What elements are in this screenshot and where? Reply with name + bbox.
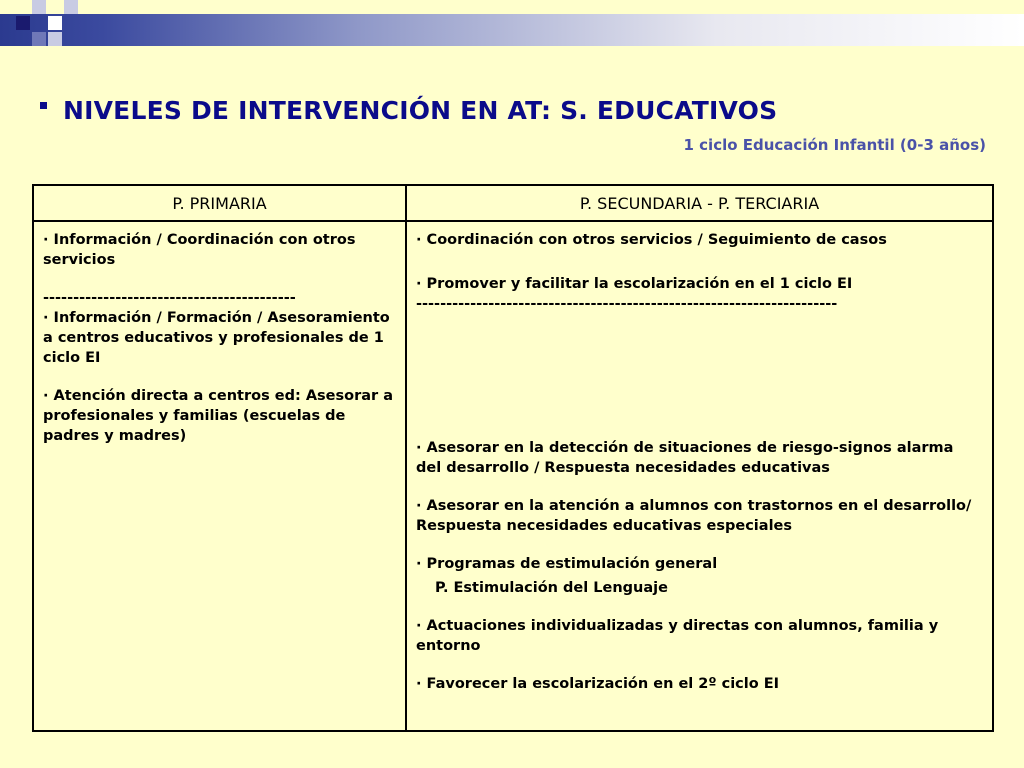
cell-primaria — [33, 221, 406, 731]
list-item: · Coordinación con otros servicios / Seguimiento de casos — [416, 232, 887, 248]
decorative-square — [32, 32, 46, 46]
list-item: · Información / Formación / Asesoramiento a centros educativos y profesionales de 1 ciclo EI — [43, 310, 390, 366]
table-row — [33, 221, 993, 731]
decorative-square — [32, 0, 46, 14]
cell-secundaria-terciaria — [406, 221, 993, 731]
decorative-square — [16, 16, 30, 30]
header-secundaria-terciaria: P. SECUNDARIA - P. TERCIARIA — [406, 185, 993, 221]
list-subitem: P. Estimulación del Lenguaje — [435, 580, 668, 596]
slide-subtitle: 1 ciclo Educación Infantil (0-3 años) — [683, 136, 986, 154]
header-primaria: P. PRIMARIA — [33, 185, 406, 221]
list-item: · Información / Coordinación con otros servicios — [43, 232, 356, 268]
table-header-row — [33, 185, 993, 221]
list-item: · Favorecer la escolarización en el 2º ciclo EI — [416, 676, 780, 692]
list-item: · Promover y facilitar la escolarización en el 1 ciclo EI — [416, 276, 853, 292]
divider-line: ------------------------------------------ — [43, 290, 296, 306]
decorative-square — [48, 32, 62, 46]
intervention-levels-table — [32, 184, 994, 732]
divider-line: ---------------------------------------------------------------------- — [416, 296, 838, 312]
list-item: · Asesorar en la atención a alumnos con trastornos en el desarrollo/ Respuesta necesidades educativas especiales — [416, 498, 972, 534]
slide-title: NIVELES DE INTERVENCIÓN EN AT: S. EDUCATIVOS — [63, 96, 778, 125]
decorative-square — [48, 16, 62, 30]
decorative-square — [64, 0, 78, 14]
header-banner — [0, 14, 1024, 46]
list-item: · Atención directa a centros ed: Asesorar a profesionales y familias (escuelas de padres y madres) — [43, 388, 394, 444]
list-item: · Actuaciones individualizadas y directas con alumnos, familia y entorno — [416, 618, 939, 654]
list-item: · Programas de estimulación general — [416, 556, 718, 572]
title-row — [40, 96, 777, 125]
square-bullet-icon — [40, 102, 47, 109]
list-item: · Asesorar en la detección de situaciones de riesgo-signos alarma del desarrollo / Respuesta necesidades educativas — [416, 440, 954, 476]
